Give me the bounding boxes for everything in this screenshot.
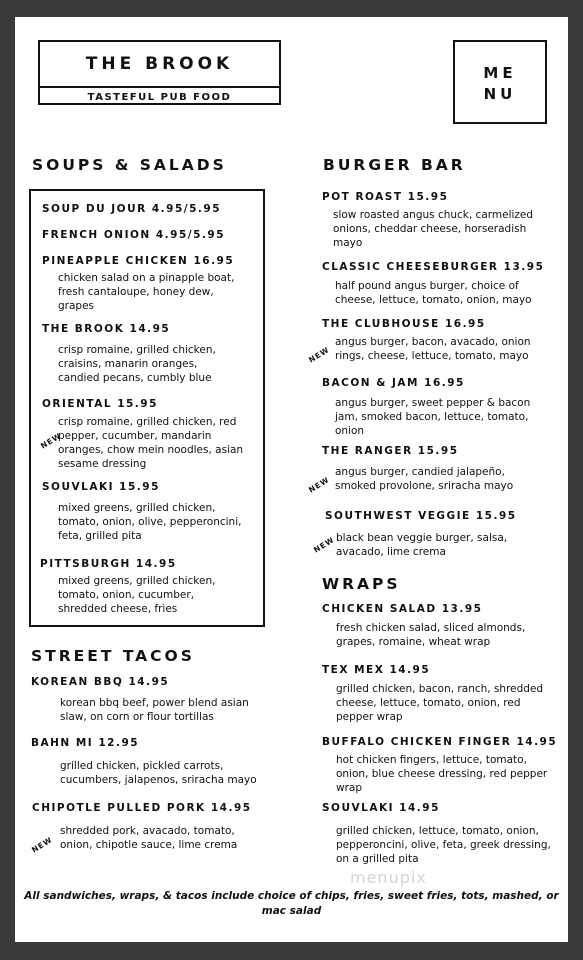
tagline: TASTEFUL PUB FOOD [87, 92, 232, 103]
menu-item-name: TEX MEX 14.95 [322, 664, 431, 676]
watermark: menupix [350, 868, 427, 887]
menu-item-desc: fresh chicken salad, sliced almonds, grapes, romaine, wheat wrap [336, 622, 526, 648]
menu-item-name: POT ROAST 15.95 [322, 191, 449, 203]
section-title-wraps: WRAPS [322, 575, 401, 593]
menu-item-desc: crisp romaine, grilled chicken, red pepper, cucumber, mandarin oranges, chow mein noodles, asian sesame dressing [58, 416, 244, 470]
section-title-soups: SOUPS & SALADS [32, 156, 227, 174]
menu-item-desc: slow roasted angus chuck, carmelized onions, cheddar cheese, horseradish mayo [333, 209, 534, 249]
menu-item-name: CLASSIC CHEESEBURGER 13.95 [322, 261, 545, 273]
menu-label-line1: ME [483, 64, 517, 82]
menu-item-name: SOUP DU JOUR 4.95/5.95 [42, 203, 222, 215]
section-title-burgers: BURGER BAR [323, 156, 466, 174]
menu-item-desc: chicken salad on a pinapple boat, fresh cantaloupe, honey dew, grapes [58, 272, 235, 312]
section-title-tacos: STREET TACOS [31, 647, 195, 665]
menu-item-name: THE RANGER 15.95 [322, 445, 459, 457]
menu-item-name: FRENCH ONION 4.95/5.95 [42, 229, 226, 241]
menu-item-desc: grilled chicken, lettuce, tomato, onion, pepperoncini, olive, feta, greek dressing, on a grilled pita [336, 825, 551, 865]
menu-item-name: ORIENTAL 15.95 [42, 398, 158, 410]
menu-item-name: SOUVLAKI 14.95 [322, 802, 440, 814]
menu-item-desc: angus burger, bacon, avacado, onion rings, cheese, lettuce, tomato, mayo [335, 336, 531, 362]
new-badge: NEW [30, 834, 55, 855]
menu-item-desc: korean bbq beef, power blend asian slaw, on corn or flour tortillas [60, 697, 249, 723]
brand-divider [40, 86, 279, 88]
menu-item-name: SOUTHWEST VEGGIE 15.95 [325, 510, 517, 522]
menu-item-name: KOREAN BBQ 14.95 [31, 676, 170, 688]
menu-item-name: CHICKEN SALAD 13.95 [322, 603, 483, 615]
menu-item-desc: angus burger, sweet pepper & bacon jam, smoked bacon, lettuce, tomato, onion [335, 397, 531, 437]
menu-item-desc: grilled chicken, pickled carrots, cucumbers, jalapenos, sriracha mayo [60, 760, 257, 786]
new-badge: NEW [307, 474, 332, 495]
menu-item-desc: angus burger, candied jalapeño, smoked provolone, sriracha mayo [335, 466, 514, 492]
menu-item-desc: crisp romaine, grilled chicken, craisins, manarin oranges, candied pecans, cumbly blue [58, 344, 216, 384]
menu-item-desc: black bean veggie burger, salsa, avacado, lime crema [336, 532, 508, 558]
menu-page [15, 17, 568, 942]
new-badge: NEW [307, 344, 332, 365]
menu-label-line2: NU [483, 85, 517, 103]
menu-item-name: PINEAPPLE CHICKEN 16.95 [42, 255, 235, 267]
menu-item-name: BAHN MI 12.95 [31, 737, 140, 749]
new-badge: NEW [312, 534, 337, 555]
menu-item-desc: grilled chicken, bacon, ranch, shredded cheese, lettuce, tomato, onion, red pepper wrap [336, 683, 544, 723]
menu-item-name: THE CLUBHOUSE 16.95 [322, 318, 486, 330]
menu-item-name: PITTSBURGH 14.95 [40, 558, 177, 570]
menu-item-name: BUFFALO CHICKEN FINGER 14.95 [322, 736, 558, 748]
footer-note: All sandwiches, wraps, & tacos include choice of chips, fries, sweet fries, tots, mashed, or mac salad [24, 890, 559, 917]
menu-item-desc: hot chicken fingers, lettuce, tomato, onion, blue cheese dressing, red pepper wrap [336, 754, 548, 794]
brand-box [38, 40, 281, 105]
menu-item-desc: half pound angus burger, choice of cheese, lettuce, tomato, onion, mayo [335, 280, 532, 306]
restaurant-name: THE BROOK [85, 54, 234, 74]
new-badge: NEW [39, 430, 64, 451]
menu-item-desc: mixed greens, grilled chicken, tomato, onion, olive, pepperoncini, feta, grilled pita [58, 502, 242, 542]
menu-item-name: CHIPOTLE PULLED PORK 14.95 [32, 802, 252, 814]
menu-item-name: BACON & JAM 16.95 [322, 377, 465, 389]
menu-label-box [453, 40, 547, 124]
menu-item-desc: shredded pork, avacado, tomato, onion, chipotle sauce, lime crema [60, 825, 238, 851]
menu-item-name: THE BROOK 14.95 [42, 323, 171, 335]
menu-item-name: SOUVLAKI 15.95 [42, 481, 160, 493]
menu-item-desc: mixed greens, grilled chicken, tomato, onion, cucumber, shredded cheese, fries [58, 575, 216, 615]
